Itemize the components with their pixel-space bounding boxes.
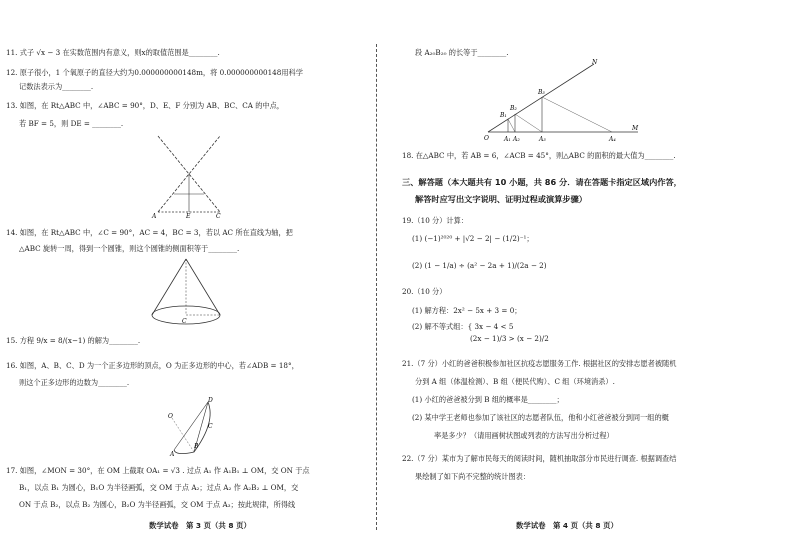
- question-21-line2: 分到 A 组（体温检测）、B 组（便民代购）、C 组（环境消杀）.: [415, 377, 615, 386]
- label-d: D: [208, 397, 213, 404]
- question-19-part2: (2) (1 − 1/a) ÷ (a² − 2a + 1)/(2a − 2): [412, 261, 547, 270]
- label-b1: B₁: [500, 112, 507, 119]
- label-e: E: [186, 213, 191, 220]
- question-21-part2-line2: 率是多少？（请用画树状图或列表的方法写出分析过程）: [434, 431, 614, 440]
- figure-13-triangle: [150, 128, 230, 220]
- question-13-line1: 13. 如图，在 Rt△ABC 中，∠ABC = 90°，D、E、F 分别为 AB、BC、CA 的中点，: [6, 101, 284, 110]
- question-14-line1: 14. 如图，在 Rt△ABC 中，∠C = 90°，AC = 4，BC = 3，若以 AC 所在直线为轴，把: [6, 228, 293, 237]
- label-b: B: [194, 443, 199, 450]
- question-17-line3: ON 于点 B₂，以点 B₂ 为圆心，B₂O 为半径画弧，交 OM 于点 A₃；按此规律，所得线: [19, 500, 296, 509]
- question-21-line1: 21.（7 分）小红的爸爸积极参加社区抗疫志愿服务工作. 根据社区的安排志愿者被随机: [402, 359, 677, 368]
- question-22-line2: 果绘制了如下尚不完整的统计图表：: [415, 472, 531, 481]
- question-12-line1: 12. 原子很小，1 个氧原子的直径大约为0.000000000148m，将 0.000000000148用科学: [6, 68, 303, 77]
- label-b3: B₃: [538, 89, 545, 96]
- question-21-part2-line1: (2) 某中学王老师也参加了该社区的志愿者队伍，他和小红爸爸被分到同一组的概: [412, 413, 669, 422]
- page-footer: 数学试卷 第 3 页（共 8 页）: [149, 521, 251, 530]
- question-19-part1: (1) (−1)²⁰²⁰ + |√2 − 2| − (1/2)⁻¹；: [412, 234, 534, 243]
- label-a: A: [152, 213, 157, 220]
- question-16-line2: 则这个正多边形的边数为________.: [19, 378, 130, 387]
- label-a2: A₂: [513, 136, 520, 143]
- label-c: C: [182, 318, 187, 325]
- page-divider: [376, 44, 377, 530]
- section-3-note: 解答时应写出文字说明、证明过程或演算步骤）: [415, 194, 587, 204]
- question-17-line4: 段 A₂₀B₂₀ 的长等于________.: [415, 48, 509, 57]
- figure-16-polygon: [164, 392, 224, 460]
- question-21-part1: (1) 小红的爸爸被分到 B 组的概率是________；: [412, 395, 564, 404]
- label-c: C: [208, 423, 213, 430]
- question-16-line1: 16. 如图，A、B、C、D 为一个正多边形的顶点，O 为正多边形的中心，若∠ADB = 18°，: [6, 361, 299, 370]
- label-a: A: [170, 451, 175, 458]
- question-17-line1: 17. 如图，∠MON = 30°，在 OM 上截取 OA₁ = √3 . 过点 A₁ 作 A₁B₁ ⊥ OM，交 ON 于点: [6, 466, 310, 475]
- question-15: 15. 方程 9/x = 8/(x−1) 的解为________.: [6, 336, 141, 345]
- question-11: 11. 式子 √x − 3 在实数范围内有意义，则x的取值范围是________.: [6, 48, 220, 57]
- question-12-line2: 记数法表示为________.: [19, 82, 94, 91]
- question-20-part1: (1) 解方程：2x² − 5x + 3 = 0；: [412, 306, 522, 315]
- question-17-line2: B₁，以点 B₁ 为圆心，B₁O 为半径画弧，交 OM 于点 A₂；过点 A₂ 作 A₂B₂ ⊥ OM，交: [19, 483, 299, 492]
- label-b2: B₂: [510, 105, 517, 112]
- section-3-title: 三、解答题（本大题共有 10 小题，共 86 分．请在答题卡指定区域内作答，: [402, 177, 682, 187]
- figure-17-zigzag: [482, 60, 642, 144]
- label-m: M: [632, 125, 639, 132]
- label-a1: A₁: [504, 136, 511, 143]
- left-page: [0, 0, 372, 560]
- question-13-line2: 若 BF = 5，则 DE = ________.: [19, 119, 124, 128]
- right-page: [382, 0, 794, 560]
- question-20-part2-line2: (2x − 1)/3 > (x − 2)/2: [470, 334, 549, 343]
- label-o: O: [168, 413, 173, 420]
- question-20: 20.（10 分）: [402, 287, 447, 296]
- question-19: 19.（10 分）计算：: [402, 216, 468, 225]
- page-footer: 数学试卷 第 4 页（共 8 页）: [516, 521, 618, 530]
- figure-14-cone: [148, 255, 226, 333]
- label-a3: A₃: [539, 136, 546, 143]
- question-14-line2: △ABC 旋转一周，得到一个圆锥，则这个圆锥的侧面积等于________.: [19, 244, 240, 253]
- question-20-part2-line1: (2) 解不等式组：{ 3x − 4 < 5: [412, 322, 514, 331]
- label-a4: A₄: [609, 136, 616, 143]
- label-o: O: [484, 135, 489, 142]
- question-22-line1: 22.（7 分）某市为了解市民每天的阅读时间，随机抽取部分市民进行调查. 根据调查结: [402, 454, 677, 463]
- label-n: N: [592, 59, 598, 66]
- label-c: C: [216, 213, 221, 220]
- question-18: 18. 在△ABC 中，若 AB = 6，∠ACB = 45°，则△ABC 的面积的最大值为________.: [402, 151, 676, 160]
